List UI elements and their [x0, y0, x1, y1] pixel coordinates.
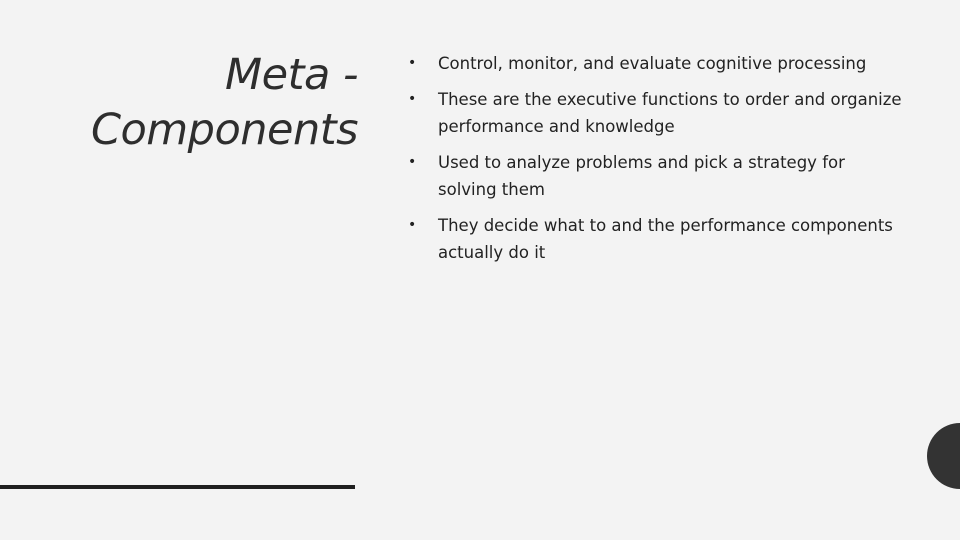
slide-title	[40, 48, 358, 158]
bullet-text: They decide what to and the performance components actually do it	[438, 216, 893, 262]
bullet-icon: •	[408, 154, 417, 170]
bullet-text: These are the executive functions to order and organize performance and knowledge	[438, 90, 902, 136]
slide-title-line-2: Components	[90, 105, 358, 155]
bullet-icon: •	[408, 217, 417, 233]
bullet-icon: •	[408, 55, 417, 71]
bullet-icon: •	[408, 91, 417, 107]
decorative-circle-icon	[927, 423, 960, 489]
bullet-list	[408, 50, 908, 275]
slide-title-line-1: Meta -	[225, 50, 358, 100]
bullet-text: Used to analyze problems and pick a strategy for solving them	[438, 153, 845, 199]
title-underline-rule	[0, 485, 355, 489]
bullet-item	[408, 212, 908, 266]
bullet-item	[408, 50, 908, 77]
bullet-item	[408, 86, 908, 140]
bullet-text: Control, monitor, and evaluate cognitive processing	[438, 54, 867, 73]
bullet-item	[408, 149, 908, 203]
